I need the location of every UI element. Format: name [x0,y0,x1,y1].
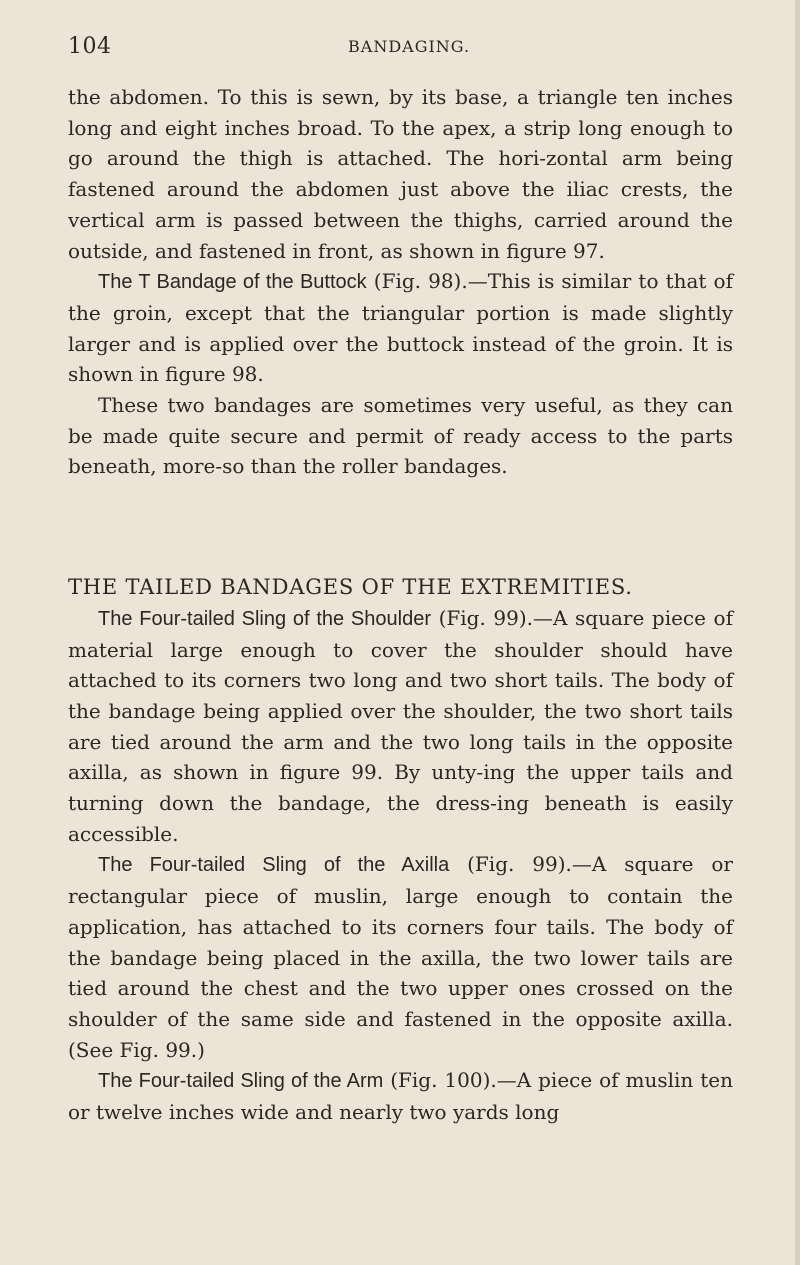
paragraph [68,603,733,850]
page-edge [795,0,800,1265]
paragraph [68,390,733,482]
run-in-heading: The Four-tailed Sling of the Shoulder [98,607,431,630]
paragraph [68,849,733,1065]
paragraph-text: (Fig. 99).—A square piece of material large enough to cover the shoulder should have attached to its corners two long and two short tails. The body of the bandage being applied over the shoulder, the two short tails are tied around the arm and the two long tails in the opposite axilla, as shown in figure 99. By unty-ing the upper tails and turning down the bandage, the dress-ing beneath is easily accessible. [68,605,734,846]
paragraph [68,1065,733,1127]
run-in-heading: The Four-tailed Sling of the Arm [98,1070,384,1093]
page-number: 104 [68,34,112,59]
paragraph [68,266,733,390]
page-header [68,34,728,64]
paragraph-text: the abdomen. To this is sewn, by its base, a triangle ten inches long and eight inches broad. To the apex, a strip long enough to go around the thigh is attached. The hori-zontal arm being fastened around the abdomen just above the iliac crests, the vertical arm is passed between the thighs, carried around the outside, and fastened in front, as shown in figure 97. [68,85,733,263]
paragraph [68,82,733,266]
section-spacer [68,482,733,572]
section-heading: THE TAILED BANDAGES OF THE EXTREMITIES. [68,575,633,600]
body-text [68,82,733,1128]
run-in-heading: The T Bandage of the Buttock [98,271,367,294]
paragraph-text: (Fig. 99).—A square or rectangular piece of muslin, large enough to contain the application, has attached to its corners four tails. The body of the bandage being placed in the axilla, the two lower tails are tied around the chest and the two upper ones crossed on the shoulder of the same side and fastened in the opposite axilla. (See Fig. 99.) [68,852,733,1062]
paragraph-text: (Fig. 100).—A piece of muslin ten or twelve inches wide and nearly two yards long [68,1068,733,1125]
running-head: BANDAGING. [348,37,471,56]
paragraph-text: (Fig. 98).—This is similar to that of the groin, except that the triangular portion is made slightly larger and is applied over the buttock instead of the groin. It is shown in figure 98. [68,269,733,387]
paragraph-text: These two bandages are sometimes very useful, as they can be made quite secure and permit of ready access to the parts beneath, more-so than the roller bandages. [68,393,733,479]
run-in-heading: The Four-tailed Sling of the Axilla [98,854,450,877]
